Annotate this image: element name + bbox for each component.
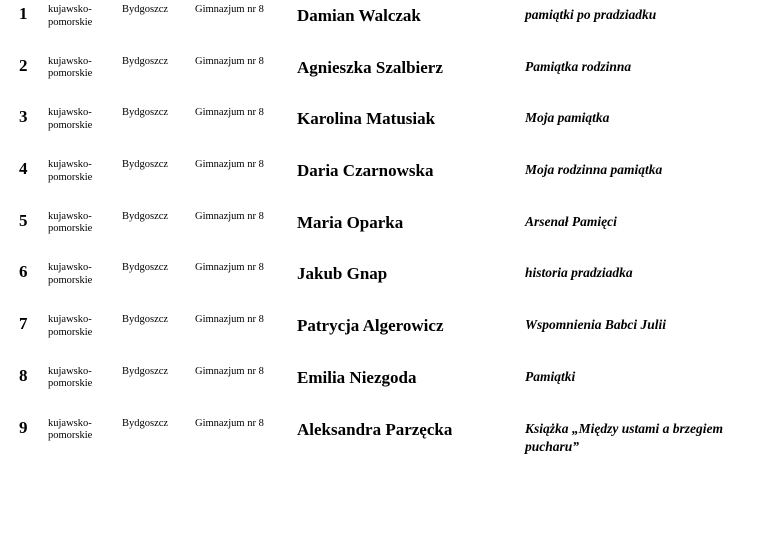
city-cell: Bydgoszcz — [122, 210, 169, 222]
school-cell: Gimnazjum nr 8 — [195, 417, 264, 429]
region-cell: kujawsko-pomorskie — [48, 314, 93, 338]
region-cell: kujawsko-pomorskie — [48, 159, 93, 183]
row-number: 8 — [19, 365, 28, 385]
city-cell: Bydgoszcz — [122, 314, 169, 326]
table-row — [0, 103, 768, 155]
region-cell: kujawsko-pomorskie — [48, 4, 93, 28]
student-name: Agnieszka Szalbierz — [297, 57, 443, 77]
table-row — [0, 258, 768, 310]
work-title: pamiątki po pradziadku — [525, 7, 657, 22]
student-name: Jakub Gnap — [297, 264, 388, 284]
student-name: Maria Oparka — [297, 212, 404, 232]
region-cell: kujawsko-pomorskie — [48, 262, 93, 286]
row-number: 2 — [19, 55, 28, 75]
row-number: 5 — [19, 210, 28, 230]
work-title: Pamiątki — [525, 368, 576, 384]
student-name: Emilia Niezgoda — [297, 367, 417, 387]
table-row — [0, 0, 768, 52]
school-cell: Gimnazjum nr 8 — [195, 55, 264, 67]
work-title: Arsenał Pamięci — [525, 213, 617, 229]
school-cell: Gimnazjum nr 8 — [195, 314, 264, 326]
region-cell: kujawsko-pomorskie — [48, 210, 93, 235]
row-number: 9 — [19, 417, 28, 437]
row-number: 1 — [19, 4, 28, 23]
region-cell: kujawsko-pomorskie — [48, 55, 93, 80]
school-cell: Gimnazjum nr 8 — [195, 159, 264, 171]
school-cell: Gimnazjum nr 8 — [195, 210, 264, 222]
table-row — [0, 207, 768, 259]
row-number: 7 — [19, 314, 28, 334]
student-name: Aleksandra Parzęcka — [297, 419, 453, 439]
city-cell: Bydgoszcz — [122, 365, 169, 377]
table-row — [0, 52, 768, 104]
school-cell: Gimnazjum nr 8 — [195, 4, 264, 15]
school-cell: Gimnazjum nr 8 — [195, 262, 264, 274]
student-name: Daria Czarnowska — [297, 161, 434, 181]
row-number: 4 — [19, 159, 28, 179]
table-row — [0, 362, 768, 414]
table-row — [0, 310, 768, 362]
school-cell: Gimnazjum nr 8 — [195, 365, 264, 377]
row-number: 6 — [19, 262, 28, 282]
work-title: historia pradziadka — [525, 265, 633, 281]
student-name: Patrycja Algerowicz — [297, 316, 444, 336]
row-number: 3 — [19, 107, 28, 127]
work-title: Książka „Między ustami a brzegiem pucharu” — [525, 420, 724, 454]
student-name: Karolina Matusiak — [297, 109, 436, 129]
work-title: Moja pamiątka — [525, 110, 610, 126]
work-title: Wspomnienia Babci Julii — [525, 317, 667, 333]
city-cell: Bydgoszcz — [122, 159, 169, 171]
city-cell: Bydgoszcz — [122, 417, 169, 429]
region-cell: kujawsko-pomorskie — [48, 107, 93, 131]
student-name: Damian Walczak — [297, 6, 421, 25]
school-cell: Gimnazjum nr 8 — [195, 107, 264, 119]
table-row — [0, 155, 768, 207]
city-cell: Bydgoszcz — [122, 55, 169, 67]
city-cell: Bydgoszcz — [122, 107, 169, 119]
table-row — [0, 414, 768, 466]
city-cell: Bydgoszcz — [122, 4, 169, 15]
work-title: Moja rodzinna pamiątka — [525, 162, 663, 178]
city-cell: Bydgoszcz — [122, 262, 169, 274]
region-cell: kujawsko-pomorskie — [48, 365, 93, 390]
region-cell: kujawsko-pomorskie — [48, 417, 93, 441]
work-title: Pamiątka rodzinna — [525, 58, 632, 74]
